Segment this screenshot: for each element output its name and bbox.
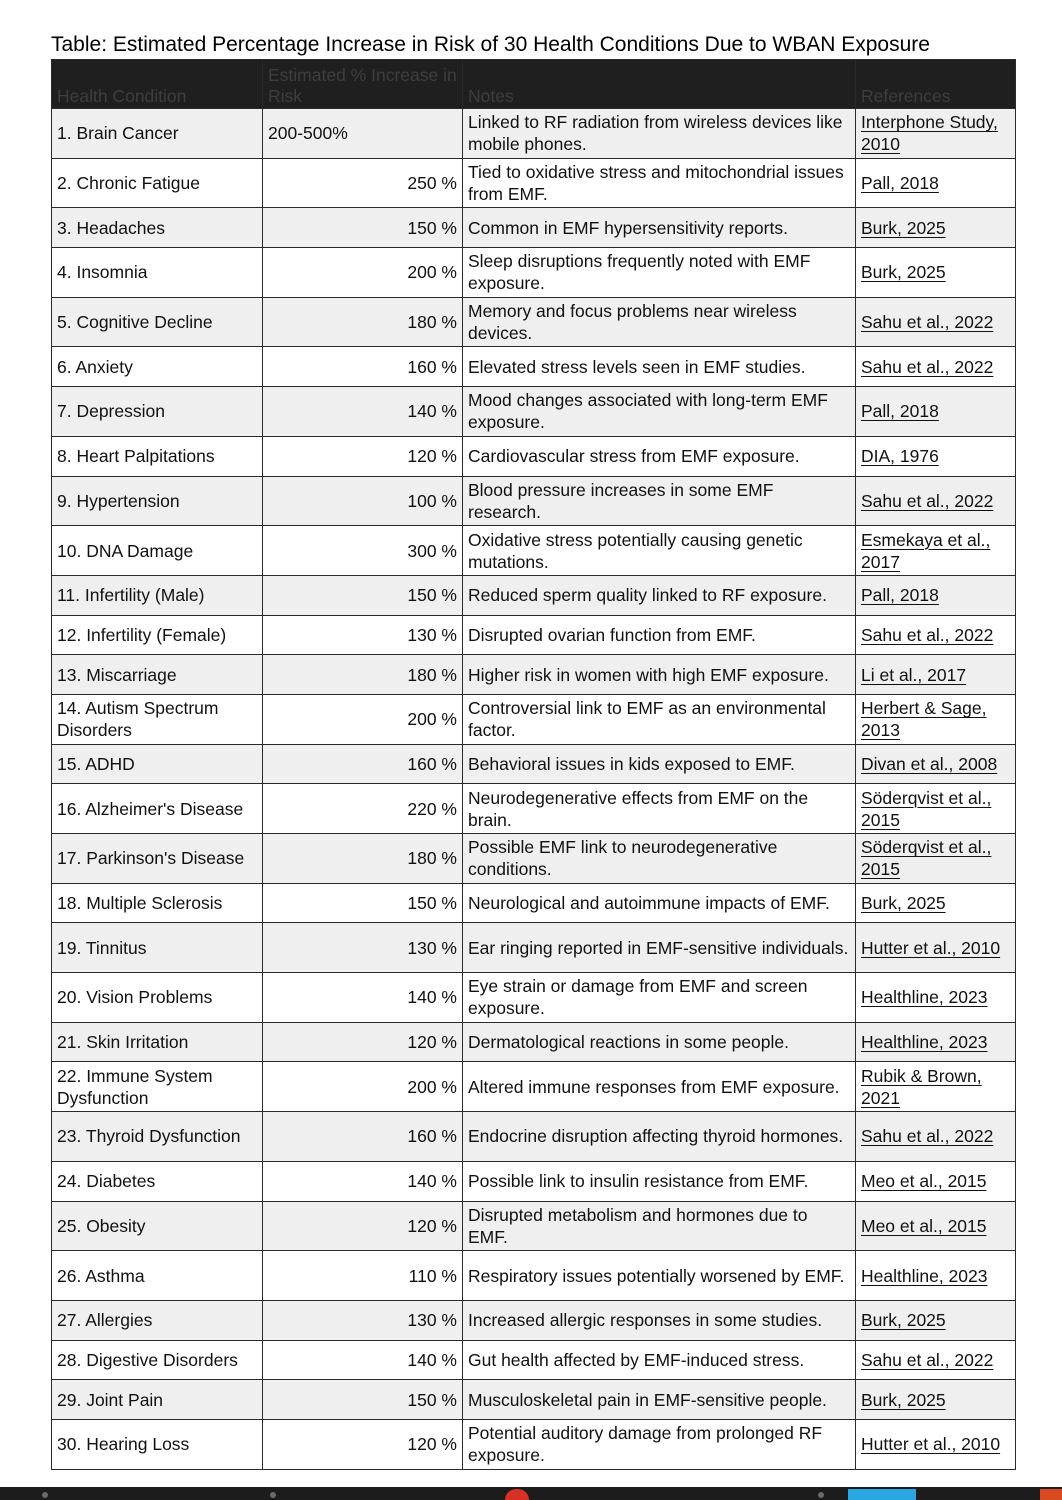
- cell-health-condition: 18. Multiple Sclerosis: [52, 883, 263, 923]
- table-row: [52, 1112, 1016, 1162]
- table-row: [52, 1380, 1016, 1420]
- cell-health-condition: 25. Obesity: [52, 1201, 263, 1251]
- table-row: [52, 575, 1016, 615]
- cell-health-condition: 11. Infertility (Male): [52, 575, 263, 615]
- reference-link[interactable]: Sahu et al., 2022: [856, 347, 1016, 387]
- table-row: [52, 297, 1016, 347]
- reference-link[interactable]: Burk, 2025: [856, 1380, 1016, 1420]
- cell-estimated-increase: 150 %: [263, 208, 463, 248]
- cell-notes: Neurodegenerative effects from EMF on the brain.: [463, 784, 856, 834]
- cell-estimated-increase: 120 %: [263, 1022, 463, 1062]
- cell-health-condition: 26. Asthma: [52, 1251, 263, 1301]
- cell-estimated-increase: 110 %: [263, 1251, 463, 1301]
- table-row: [52, 973, 1016, 1023]
- health-conditions-table: [51, 59, 1016, 1470]
- header-estimated-increase: Estimated % Increase in Risk: [263, 60, 463, 109]
- cell-health-condition: 7. Depression: [52, 387, 263, 437]
- table-row: [52, 1251, 1016, 1301]
- reference-link[interactable]: Burk, 2025: [856, 1300, 1016, 1340]
- header-notes: Notes: [463, 60, 856, 109]
- cell-health-condition: 28. Digestive Disorders: [52, 1340, 263, 1380]
- reference-link[interactable]: Healthline, 2023: [856, 973, 1016, 1023]
- reference-link[interactable]: Rubik & Brown, 2021: [856, 1062, 1016, 1112]
- cell-estimated-increase: 130 %: [263, 615, 463, 655]
- cell-estimated-increase: 160 %: [263, 744, 463, 784]
- reference-link[interactable]: Meo et al., 2015: [856, 1161, 1016, 1201]
- table-row: [52, 1161, 1016, 1201]
- reference-link[interactable]: Sahu et al., 2022: [856, 615, 1016, 655]
- cell-health-condition: 24. Diabetes: [52, 1161, 263, 1201]
- table-row: [52, 248, 1016, 298]
- cell-health-condition: 22. Immune System Dysfunction: [52, 1062, 263, 1112]
- taskbar-app-icon[interactable]: [848, 1489, 916, 1500]
- table-row: [52, 784, 1016, 834]
- reference-link[interactable]: Meo et al., 2015: [856, 1201, 1016, 1251]
- cell-health-condition: 29. Joint Pain: [52, 1380, 263, 1420]
- reference-link[interactable]: Hutter et al., 2010: [856, 1419, 1016, 1469]
- cell-health-condition: 9. Hypertension: [52, 476, 263, 526]
- cell-health-condition: 10. DNA Damage: [52, 526, 263, 576]
- reference-link[interactable]: Divan et al., 2008: [856, 744, 1016, 784]
- cell-notes: Altered immune responses from EMF exposure.: [463, 1062, 856, 1112]
- reference-link[interactable]: Sahu et al., 2022: [856, 1340, 1016, 1380]
- cell-health-condition: 30. Hearing Loss: [52, 1419, 263, 1469]
- cell-estimated-increase: 120 %: [263, 1201, 463, 1251]
- reference-link[interactable]: Söderqvist et al., 2015: [856, 834, 1016, 884]
- table-row: [52, 883, 1016, 923]
- reference-link[interactable]: Herbert & Sage, 2013: [856, 694, 1016, 744]
- table-row: [52, 655, 1016, 695]
- cell-notes: Tied to oxidative stress and mitochondrial issues from EMF.: [463, 158, 856, 208]
- cell-notes: Memory and focus problems near wireless devices.: [463, 297, 856, 347]
- cell-notes: Elevated stress levels seen in EMF studies.: [463, 347, 856, 387]
- cell-health-condition: 13. Miscarriage: [52, 655, 263, 695]
- table-row: [52, 526, 1016, 576]
- table-body: [52, 109, 1016, 1470]
- table-row: [52, 347, 1016, 387]
- reference-link[interactable]: Burk, 2025: [856, 248, 1016, 298]
- cell-health-condition: 6. Anxiety: [52, 347, 263, 387]
- reference-link[interactable]: Esmekaya et al., 2017: [856, 526, 1016, 576]
- cell-health-condition: 16. Alzheimer's Disease: [52, 784, 263, 834]
- table-row: [52, 1419, 1016, 1469]
- cell-notes: Musculoskeletal pain in EMF-sensitive people.: [463, 1380, 856, 1420]
- cell-notes: Higher risk in women with high EMF exposure.: [463, 655, 856, 695]
- cell-estimated-increase: 160 %: [263, 347, 463, 387]
- cell-notes: Controversial link to EMF as an environmental factor.: [463, 694, 856, 744]
- cell-notes: Ear ringing reported in EMF-sensitive individuals.: [463, 923, 856, 973]
- reference-link[interactable]: Sahu et al., 2022: [856, 297, 1016, 347]
- reference-link[interactable]: Burk, 2025: [856, 883, 1016, 923]
- cell-estimated-increase: 140 %: [263, 387, 463, 437]
- cell-estimated-increase: 150 %: [263, 883, 463, 923]
- table-header-row: [52, 60, 1016, 109]
- cell-estimated-increase: 140 %: [263, 973, 463, 1023]
- cell-notes: Disrupted ovarian function from EMF.: [463, 615, 856, 655]
- reference-link[interactable]: Sahu et al., 2022: [856, 1112, 1016, 1162]
- taskbar-icon[interactable]: [42, 1492, 48, 1498]
- reference-link[interactable]: Pall, 2018: [856, 158, 1016, 208]
- cell-estimated-increase: 300 %: [263, 526, 463, 576]
- cell-estimated-increase: 220 %: [263, 784, 463, 834]
- taskbar-icon[interactable]: [270, 1492, 276, 1498]
- cell-notes: Disrupted metabolism and hormones due to EMF.: [463, 1201, 856, 1251]
- table-row: [52, 615, 1016, 655]
- table-row: [52, 694, 1016, 744]
- cell-notes: Cardiovascular stress from EMF exposure.: [463, 436, 856, 476]
- cell-notes: Potential auditory damage from prolonged RF exposure.: [463, 1419, 856, 1469]
- cell-health-condition: 21. Skin Irritation: [52, 1022, 263, 1062]
- cell-notes: Oxidative stress potentially causing genetic mutations.: [463, 526, 856, 576]
- table-title: Table: Estimated Percentage Increase in Risk of 30 Health Conditions Due to WBAN Exposure: [51, 33, 930, 56]
- table-row: [52, 1340, 1016, 1380]
- table-row: [52, 208, 1016, 248]
- cell-estimated-increase: 200 %: [263, 1062, 463, 1112]
- cell-estimated-increase: 150 %: [263, 1380, 463, 1420]
- taskbar-app-icon[interactable]: [1040, 1489, 1062, 1500]
- reference-link[interactable]: Li et al., 2017: [856, 655, 1016, 695]
- cell-estimated-increase: 200-500%: [263, 109, 463, 159]
- cell-estimated-increase: 130 %: [263, 1300, 463, 1340]
- reference-link[interactable]: Pall, 2018: [856, 575, 1016, 615]
- reference-link[interactable]: Burk, 2025: [856, 208, 1016, 248]
- taskbar-app-icon[interactable]: [505, 1489, 529, 1500]
- reference-link[interactable]: Healthline, 2023: [856, 1022, 1016, 1062]
- cell-estimated-increase: 250 %: [263, 158, 463, 208]
- cell-health-condition: 19. Tinnitus: [52, 923, 263, 973]
- cell-estimated-increase: 140 %: [263, 1161, 463, 1201]
- cell-health-condition: 5. Cognitive Decline: [52, 297, 263, 347]
- cell-notes: Dermatological reactions in some people.: [463, 1022, 856, 1062]
- cell-notes: Respiratory issues potentially worsened by EMF.: [463, 1251, 856, 1301]
- table-row: [52, 109, 1016, 159]
- cell-estimated-increase: 200 %: [263, 694, 463, 744]
- cell-estimated-increase: 180 %: [263, 834, 463, 884]
- reference-link[interactable]: Hutter et al., 2010: [856, 923, 1016, 973]
- cell-notes: Linked to RF radiation from wireless devices like mobile phones.: [463, 109, 856, 159]
- cell-notes: Increased allergic responses in some studies.: [463, 1300, 856, 1340]
- table-row: [52, 436, 1016, 476]
- cell-notes: Reduced sperm quality linked to RF exposure.: [463, 575, 856, 615]
- cell-health-condition: 17. Parkinson's Disease: [52, 834, 263, 884]
- cell-notes: Gut health affected by EMF-induced stress.: [463, 1340, 856, 1380]
- cell-notes: Endocrine disruption affecting thyroid hormones.: [463, 1112, 856, 1162]
- reference-link[interactable]: DIA, 1976: [856, 436, 1016, 476]
- cell-health-condition: 4. Insomnia: [52, 248, 263, 298]
- cell-health-condition: 8. Heart Palpitations: [52, 436, 263, 476]
- table-row: [52, 1201, 1016, 1251]
- cell-health-condition: 2. Chronic Fatigue: [52, 158, 263, 208]
- cell-estimated-increase: 150 %: [263, 575, 463, 615]
- header-references: References: [856, 60, 1016, 109]
- reference-link[interactable]: Söderqvist et al., 2015: [856, 784, 1016, 834]
- table-row: [52, 923, 1016, 973]
- cell-estimated-increase: 120 %: [263, 1419, 463, 1469]
- reference-link[interactable]: Healthline, 2023: [856, 1251, 1016, 1301]
- cell-estimated-increase: 140 %: [263, 1340, 463, 1380]
- table-row: [52, 744, 1016, 784]
- cell-estimated-increase: 120 %: [263, 436, 463, 476]
- cell-notes: Possible link to insulin resistance from EMF.: [463, 1161, 856, 1201]
- cell-health-condition: 12. Infertility (Female): [52, 615, 263, 655]
- table-row: [52, 1300, 1016, 1340]
- cell-notes: Neurological and autoimmune impacts of EMF.: [463, 883, 856, 923]
- cell-health-condition: 23. Thyroid Dysfunction: [52, 1112, 263, 1162]
- cell-notes: Common in EMF hypersensitivity reports.: [463, 208, 856, 248]
- reference-link[interactable]: Interphone Study, 2010: [856, 109, 1016, 159]
- cell-notes: Mood changes associated with long-term EMF exposure.: [463, 387, 856, 437]
- cell-notes: Possible EMF link to neurodegenerative conditions.: [463, 834, 856, 884]
- cell-health-condition: 3. Headaches: [52, 208, 263, 248]
- cell-notes: Blood pressure increases in some EMF research.: [463, 476, 856, 526]
- table-row: [52, 834, 1016, 884]
- cell-notes: Behavioral issues in kids exposed to EMF.: [463, 744, 856, 784]
- cell-estimated-increase: 100 %: [263, 476, 463, 526]
- reference-link[interactable]: Pall, 2018: [856, 387, 1016, 437]
- taskbar: [0, 1487, 1062, 1500]
- table-row: [52, 1062, 1016, 1112]
- cell-notes: Sleep disruptions frequently noted with EMF exposure.: [463, 248, 856, 298]
- cell-health-condition: 15. ADHD: [52, 744, 263, 784]
- cell-estimated-increase: 200 %: [263, 248, 463, 298]
- cell-estimated-increase: 180 %: [263, 655, 463, 695]
- table-row: [52, 1022, 1016, 1062]
- table-row: [52, 476, 1016, 526]
- cell-health-condition: 27. Allergies: [52, 1300, 263, 1340]
- cell-health-condition: 14. Autism Spectrum Disorders: [52, 694, 263, 744]
- reference-link[interactable]: Sahu et al., 2022: [856, 476, 1016, 526]
- cell-health-condition: 20. Vision Problems: [52, 973, 263, 1023]
- table-row: [52, 158, 1016, 208]
- cell-health-condition: 1. Brain Cancer: [52, 109, 263, 159]
- header-health-condition: Health Condition: [52, 60, 263, 109]
- table-row: [52, 387, 1016, 437]
- cell-estimated-increase: 160 %: [263, 1112, 463, 1162]
- taskbar-icon[interactable]: [818, 1492, 824, 1498]
- cell-notes: Eye strain or damage from EMF and screen exposure.: [463, 973, 856, 1023]
- cell-estimated-increase: 180 %: [263, 297, 463, 347]
- cell-estimated-increase: 130 %: [263, 923, 463, 973]
